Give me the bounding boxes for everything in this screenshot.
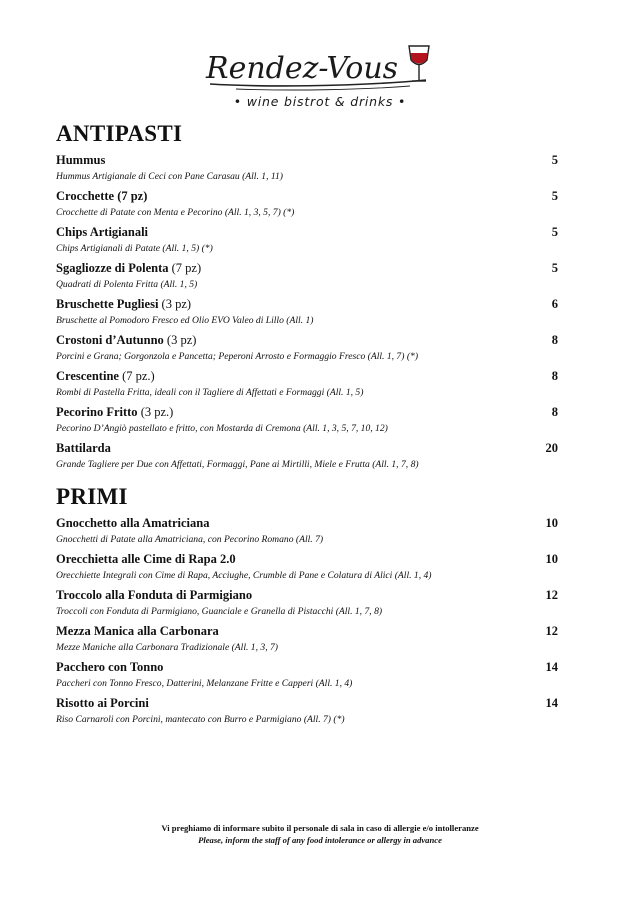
item-name: Risotto ai Porcini	[56, 696, 149, 710]
menu-item	[56, 189, 558, 218]
menu-item	[56, 153, 558, 182]
logo-graphic	[200, 40, 440, 116]
item-price: 12	[545, 588, 558, 602]
item-name: Troccolo alla Fonduta di Parmigiano	[56, 588, 253, 602]
item-description: Pecorino D’Angiò pastellato e fritto, con Mostarda di Cremona (All. 1, 3, 5, 7, 10, 12)	[56, 423, 388, 434]
menu-item	[56, 696, 558, 725]
item-price: 5	[551, 225, 558, 239]
item-name: Sgagliozze di Polenta (7 pz)	[56, 261, 202, 275]
menu-item	[56, 225, 558, 254]
menu-item	[56, 588, 558, 617]
item-price: 8	[551, 405, 558, 419]
brand-logo	[200, 40, 440, 116]
menu-item	[56, 333, 558, 362]
item-price: 10	[545, 516, 558, 530]
section-title-primi: PRIMI	[56, 484, 128, 509]
menu-item	[56, 405, 558, 434]
item-price: 14	[545, 696, 558, 710]
item-description: Chips Artigianali di Patate (All. 1, 5) (*)	[56, 243, 213, 254]
item-description: Bruschette al Pomodoro Fresco ed Olio EVO Valeo di Lillo (All. 1)	[56, 315, 314, 326]
item-price: 8	[551, 369, 558, 383]
item-description: Hummus Artigianale di Ceci con Pane Carasau (All. 1, 11)	[56, 171, 283, 182]
item-price: 5	[551, 189, 558, 203]
item-description: Gnocchetti di Patate alla Amatriciana, con Pecorino Romano (All. 7)	[56, 534, 324, 545]
menu-item	[56, 369, 558, 398]
item-description: Porcini e Grana; Gorgonzola e Pancetta; Peperoni Arrosto e Formaggio Fresco (All. 1, 7) (*)	[56, 351, 419, 362]
item-description: Crocchette di Patate con Menta e Pecorino (All. 1, 3, 5, 7) (*)	[56, 207, 295, 218]
item-name: Gnocchetto alla Amatriciana	[56, 516, 210, 530]
item-name: Bruschette Pugliesi (3 pz)	[56, 297, 192, 311]
item-description: Rombi di Pastella Fritta, ideali con il Tagliere di Affettati e Formaggi (All. 1, 5)	[56, 387, 364, 398]
item-name: Battilarda	[56, 441, 111, 455]
item-price: 10	[545, 552, 558, 566]
item-name: Pacchero con Tonno	[56, 660, 164, 674]
menu-item	[56, 261, 558, 290]
menu-item	[56, 297, 558, 326]
menu-item	[56, 441, 558, 470]
item-price: 6	[551, 297, 558, 311]
item-name: Crocchette (7 pz)	[56, 189, 148, 203]
wine-glass-icon	[409, 46, 429, 81]
menu-item	[56, 624, 558, 653]
item-name: Pecorino Fritto (3 pz.)	[56, 405, 174, 419]
item-name: Chips Artigianali	[56, 225, 149, 239]
item-price: 12	[545, 624, 558, 638]
item-description: Quadrati di Polenta Fritta (All. 1, 5)	[56, 279, 198, 290]
item-description: Grande Tagliere per Due con Affettati, Formaggi, Pane ai Mirtilli, Miele e Frutta (All. 1, 7, 8)	[56, 459, 419, 470]
logo-tagline: • wine bistrot & drinks •	[233, 94, 407, 109]
allergy-notice-en: Please, inform the staff of any food intolerance or allergy in advance	[198, 835, 442, 845]
item-description: Mezze Maniche alla Carbonara Tradizionale (All. 1, 3, 7)	[56, 642, 278, 653]
allergy-notice-it: Vi preghiamo di informare subito il personale di sala in caso di allergie e/o intolleranze	[161, 823, 479, 833]
item-description: Orecchiette Integrali con Cime di Rapa, Acciughe, Crumble di Pane e Colatura di Alici (All. 1, 4)	[56, 570, 432, 581]
item-price: 5	[551, 261, 558, 275]
menu-item	[56, 660, 558, 689]
item-description: Riso Carnaroli con Porcini, mantecato con Burro e Parmigiano (All. 7) (*)	[56, 714, 345, 725]
menu-item	[56, 516, 558, 545]
menu-item	[56, 552, 558, 581]
logo-wordmark: Rendez-Vous	[206, 51, 399, 86]
item-name: Hummus	[56, 153, 106, 167]
item-name: Orecchietta alle Cime di Rapa 2.0	[56, 552, 236, 566]
item-name: Mezza Manica alla Carbonara	[56, 624, 219, 638]
item-price: 8	[551, 333, 558, 347]
allergy-notice	[0, 823, 640, 845]
item-description: Paccheri con Tonno Fresco, Datterini, Melanzane Fritte e Capperi (All. 1, 4)	[56, 678, 353, 689]
item-price: 5	[551, 153, 558, 167]
item-description: Troccoli con Fonduta di Parmigiano, Guanciale e Granella di Pistacchi (All. 1, 7, 8)	[56, 606, 383, 617]
item-name: Crescentine (7 pz.)	[56, 369, 155, 383]
item-price: 20	[545, 441, 558, 455]
item-name: Crostoni d’Autunno (3 pz)	[56, 333, 197, 347]
item-price: 14	[545, 660, 558, 674]
section-title-antipasti: ANTIPASTI	[56, 121, 183, 146]
